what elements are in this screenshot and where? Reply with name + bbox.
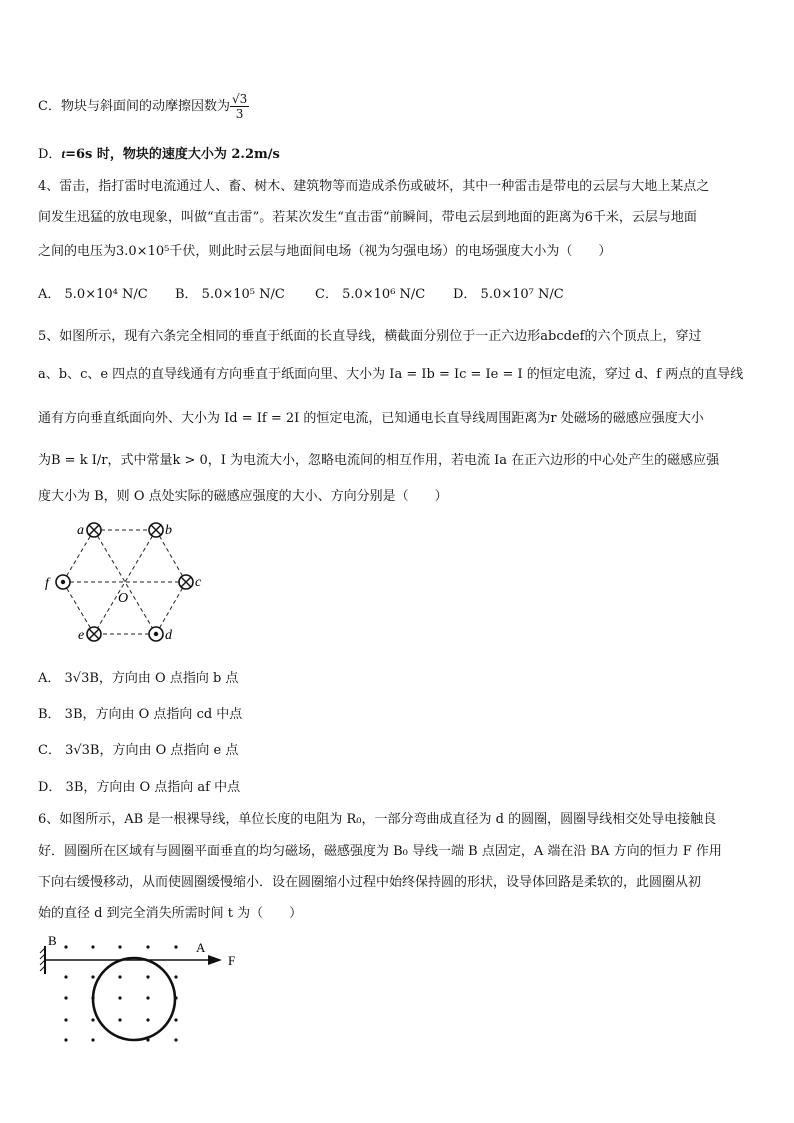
label-c: c (195, 575, 202, 590)
q5-option-c: C． 3√3B，方向由 O 点指向 e 点 (38, 743, 239, 758)
label-force: F (228, 953, 236, 968)
frac-numerator: √3 (231, 92, 248, 106)
label-e: e (78, 628, 85, 643)
q4-line3: 之间的电压为3.0×10⁵千伏，则此时云层与地面间电场（视为匀强电场）的电场强度大小为（ ） (38, 244, 612, 259)
q5-option-b: B． 3B，方向由 O 点指向 cd 中点 (38, 707, 243, 722)
q4-option-c: C． 5.0×10⁶ N/C (315, 287, 426, 302)
wire-f-out-of-page-icon (56, 575, 70, 589)
q4-line1: 4、雷击，指打雷时电流通过人、畜、树木、建筑物等而造成杀伤或破坏，其中一种雷击是带电的云层与大地上某点之 (38, 179, 710, 194)
q5-line4: 为B = k I/r，式中常量k > 0，I 为电流大小，忽略电流间的相互作用，若电流 Ia 在正六边形的中心处产生的磁感应强 (38, 453, 720, 468)
frac-denominator: 3 (235, 107, 244, 121)
wire-a-into-page-icon (87, 523, 101, 537)
force-arrow-icon (208, 955, 222, 965)
wire-c-into-page-icon (179, 575, 193, 589)
q5-option-d: D． 3B，方向由 O 点指向 af 中点 (38, 780, 241, 795)
option-c-prev (38, 92, 249, 121)
q6-line3: 下向右缓慢移动，从而使圆圈缓慢缩小．设在圆圈缩小过程中始终保持圆的形状，设导体回路是柔软的，此圆圈从初 (38, 875, 702, 890)
variable-t: t (61, 146, 66, 161)
fraction (230, 92, 249, 121)
q4-option-a: A． 5.0×10⁴ N/C (38, 287, 148, 302)
option-d-text: =6s 时，物块的速度大小为 2.2m/s (65, 147, 280, 162)
label-o: O (118, 591, 129, 606)
q6-line1: 6、如图所示，AB 是一根裸导线，单位长度的电阻为 R₀，一部分弯曲成直径为 d 的圆圈，圆圈导线相交处导电接触良 (38, 812, 717, 827)
wire-d-out-of-page-icon (149, 627, 163, 641)
q5-line2: a、b、c、e 四点的直导线通有方向垂直于纸面向里、大小为 Ia = Ib = Ic = Ie = I 的恒定电流，穿过 d、f 两点的直导线 (38, 367, 744, 382)
option-label: D． (38, 147, 62, 162)
q5-option-a: A． 3√3B，方向由 O 点指向 b 点 (38, 671, 239, 686)
q4-option-d: D． 5.0×10⁷ N/C (453, 287, 564, 302)
hexagon-figure (40, 518, 220, 648)
q5-line5: 度大小为 B，则 O 点处实际的磁感应强度的大小、方向分别是（ ） (38, 489, 448, 504)
label-f: f (45, 576, 49, 591)
wall-support (40, 946, 45, 974)
wire-b-into-page-icon (149, 523, 163, 537)
label-a: a (77, 523, 84, 538)
q4-option-b: B． 5.0×10⁵ N/C (175, 287, 285, 302)
q5-line1: 5、如图所示，现有六条完全相同的垂直于纸面的长直导线，横截面分别位于一正六边形abcdef的六个顶点上，穿过 (38, 329, 702, 344)
label-b-point: B (48, 933, 57, 948)
label-b: b (165, 523, 172, 538)
wire-loop-figure (38, 932, 258, 1050)
q6-line4: 始的直径 d 到完全消失所需时间 t 为（ ） (38, 906, 303, 921)
label-d: d (165, 628, 172, 643)
q4-line2: 间发生迅猛的放电现象，叫做“直击雷”。若某次发生“直击雷”前瞬间，带电云层到地面的距离为6千米，云层与地面 (38, 210, 697, 225)
option-d-prev (38, 145, 280, 164)
option-c-text: C．物块与斜面间的动摩擦因数为 (38, 99, 230, 114)
wire-e-into-page-icon (87, 627, 101, 641)
q5-line3: 通有方向垂直纸面向外、大小为 Id = If = 2I 的恒定电流，已知通电长直导线周围距离为r 处磁场的磁感应强度大小 (38, 411, 704, 426)
wire-loop (93, 958, 175, 1040)
q6-line2: 好．圆圈所在区域有与圆圈平面垂直的均匀磁场，磁感强度为 B₀ 导线一端 B 点固定，A 端在沿 BA 方向的恒力 F 作用 (38, 844, 722, 859)
label-a-point: A (196, 940, 206, 955)
